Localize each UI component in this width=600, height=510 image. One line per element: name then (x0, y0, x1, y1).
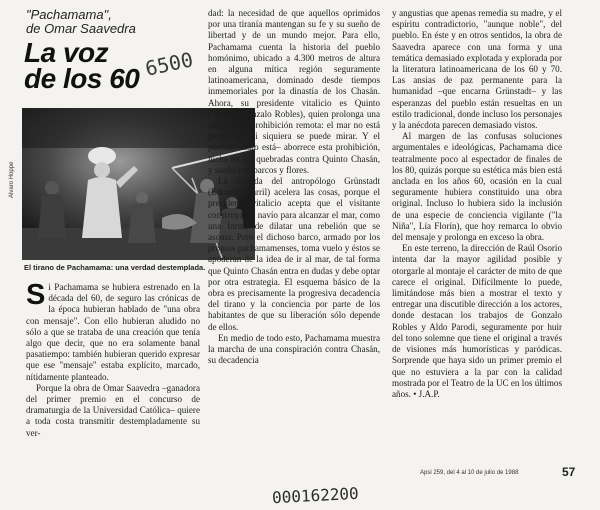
page-number: 57 (562, 465, 576, 479)
paragraph-6: y angustias que apenas remedia su madre, y el espíritu contradictorio, "aunque noble", del pueblo. En éste y en otros sentidos, la obra de Saavedra aparece con una forma y una temática demasiado explotada y explorada por la literatura latinoamericana de los 60 y 70. Las ansias de paz permanente para la humanidad –que encarna Grünstadt– y las esperanzas del pueblo están resueltas en un estilo tradicional, donde incluso los personajes y la anécdota parecen demasiado vistos. (392, 8, 562, 131)
drop-cap: S (26, 279, 46, 311)
photo-credit: Alvaro Hoppe (9, 161, 15, 198)
paragraph-4: La llegada del antropólogo Grünstadt (Eduardo Barril) acelera las cosas, porque el presidente vitalicio acepta que el visitante construya un navío para alcanzar el mar, como una forma de dilatar una rebelión que se asoma. Pero el dichoso barco, armado por los propios pachamamenses, toma vuelo y éstos se apoderan de la idea de ir al mar, de tal forma que Quinto Chasán entra en dudas y debe optar por otra estrategia. El esquema básico de la obra es precisamente la progresiva decadencia del tirano y la conciencia por parte de los habitantes de que su liberación sólo depende de ellos. (208, 176, 380, 332)
article-column-1 (26, 279, 200, 439)
handwritten-annotation: 6500 (143, 47, 196, 81)
paragraph-8: En este terreno, la dirección de Raúl Osorio intenta dar la mayor agilidad posible y otorgarle al montaje el carácter de mito de que carece el original. Difícilmente lo puede, limitándose más bien a mostrar el texto y entregar una discutible dirección a los actores, donde destacan los trabajos de Gonzalo Robles y Aldo Parodi, seguramente por huir del tono solemne que tiene el original a través de visiones más humorísticas y paródicas. Sorprende que haya sido un primer premio el que no estuviera a la par con la calidad mostrada por el Teatro de la UC en los últimos años. • J.A.P. (392, 243, 562, 399)
paragraph-7: Al margen de las confusas soluciones argumentales e ideológicas, Pachamama dice teatralmente poco al espectador de finales de los 80, quizás porque su estética más bien está anclada en los años 60, ocasión en la cual seguramente hubiera constituido una obra original. Incluso lo hubiera sido la inclusión de una especie de conciencia vigilante ("la Niña", Lía Florín), que hoy remarca lo obvio del mensaje y prolonga en exceso la obra. (392, 131, 562, 243)
paragraph-3: dad: la necesidad de que aquellos oprimidos por una tiranía mantengan su fe y su sueño de libertad y de un mundo mejor. Para ello, Pachamama cuenta la historia del pueblo homónimo, ubicado a 4.300 metros de altura en alguna mítica región seguramente latinoamericana, dominado desde tiempos inmemoriales por la dinastía de los Chasán. Ahora, su presidente vitalicio es Quinto Chasán (Gonzalo Robles), quien prolonga una enigmática prohibición remota: el mar no está permitido, ni siquiera se puede mirar. Y el pueblo –claro está– aborrece esta prohibición, lucha en las quebradas contra Quinto Chasán, y sueña con barcos y flores. (208, 8, 380, 175)
headline-line-2: de los 60 (24, 63, 140, 94)
article-column-3 (392, 8, 562, 400)
kicker-line-2: de Omar Saavedra (26, 21, 136, 36)
paragraph-1-text: i Pachamama se hubiera estrenado en la década del 60, de seguro las crónicas de la época hubieran hablado de "una obra con mensaje". Con ello hubieran aludido no sólo a que se trataba de una creación que tenía algo que decir, que no era solamente banal pasatiempo: también hubieran querido expresar que ese "mensaje" estaba explícito, marcado, nítidamente planteado. (26, 282, 200, 382)
kicker (26, 8, 136, 36)
article-column-2 (208, 8, 380, 367)
paragraph-1 (26, 279, 200, 383)
paragraph-2: Porque la obra de Omar Saavedra –ganadora del primer premio en el concurso de dramaturgia de la Universidad Católica– quiere a toda costa transmitir destempladamente su ver- (26, 382, 200, 438)
headline-line-1: La voz (24, 37, 109, 68)
paragraph-5: En medio de todo esto, Pachamama muestra la marcha de una conspiración contra Chasán, su decadencia (208, 332, 380, 366)
archive-stamp: 000162200 (271, 483, 360, 508)
photo-caption: El tirano de Pachamama: una verdad destemplada. (24, 263, 206, 272)
issue-footer: Apsi 259, del 4 al 10 de julio de 1988 (420, 470, 519, 476)
kicker-line-1: "Pachamama", (26, 7, 112, 22)
